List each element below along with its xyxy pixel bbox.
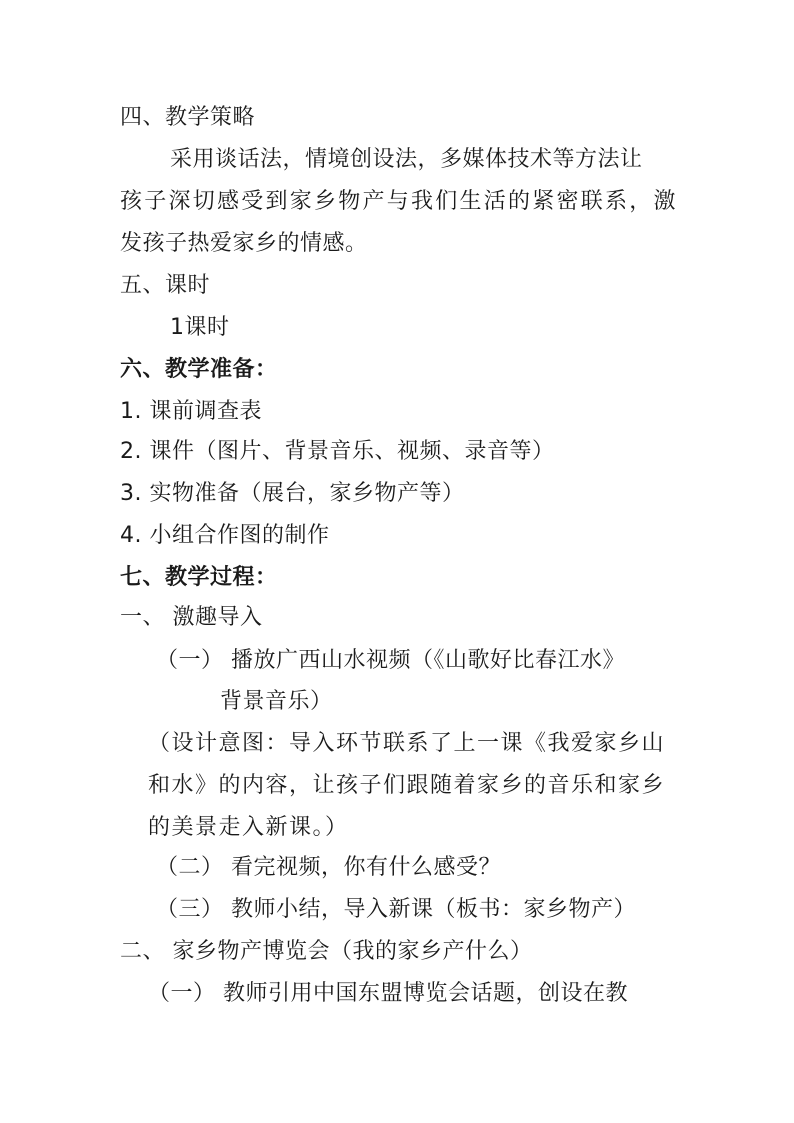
design-note-line: 的美景走入新课。） xyxy=(148,815,349,840)
paragraph-line: 采用谈话法，情境创设法，多媒体技术等方法让 xyxy=(170,147,643,172)
paragraph-line: 发孩子热爱家乡的情感。 xyxy=(120,231,368,256)
section-heading-class-hours: 五、课时 xyxy=(120,273,211,298)
step-item: （一） 播放广西山水视频（《山歌好比春江水》 xyxy=(156,648,625,673)
paragraph-line: 孩子深切感受到家乡物产与我们生活的紧密联系，激 xyxy=(120,189,676,214)
list-item: 1. 课前调查表 xyxy=(120,399,262,424)
step-item-continuation: 背景音乐） xyxy=(220,689,333,714)
step-item: （三） 教师小结，导入新课（板书：家乡物产） xyxy=(156,897,636,922)
list-item: 4. 小组合作图的制作 xyxy=(120,523,330,548)
step-item: （二） 看完视频，你有什么感受？ xyxy=(156,855,501,880)
class-hours-value: 1课时 xyxy=(170,315,230,340)
design-note-line: 和水》的内容，让孩子们跟随着家乡的音乐和家乡 xyxy=(148,773,666,798)
subsection-heading-intro: 一、 激趣导入 xyxy=(120,605,263,630)
section-heading-preparation: 六、教学准备： xyxy=(120,357,278,382)
step-item: （一） 教师引用中国东盟博览会话题，创设在教 xyxy=(148,981,628,1006)
subsection-heading-expo: 二、 家乡物产博览会（我的家乡产什么） xyxy=(120,939,533,964)
list-item: 2. 课件（图片、背景音乐、视频、录音等） xyxy=(120,439,555,464)
section-heading-strategy: 四、教学策略 xyxy=(120,105,256,130)
list-item: 3. 实物准备（展台，家乡物产等） xyxy=(120,481,465,506)
design-note-line: （设计意图：导入环节联系了上一课《我爱家乡山 xyxy=(148,731,666,756)
section-heading-process: 七、教学过程： xyxy=(120,565,278,590)
